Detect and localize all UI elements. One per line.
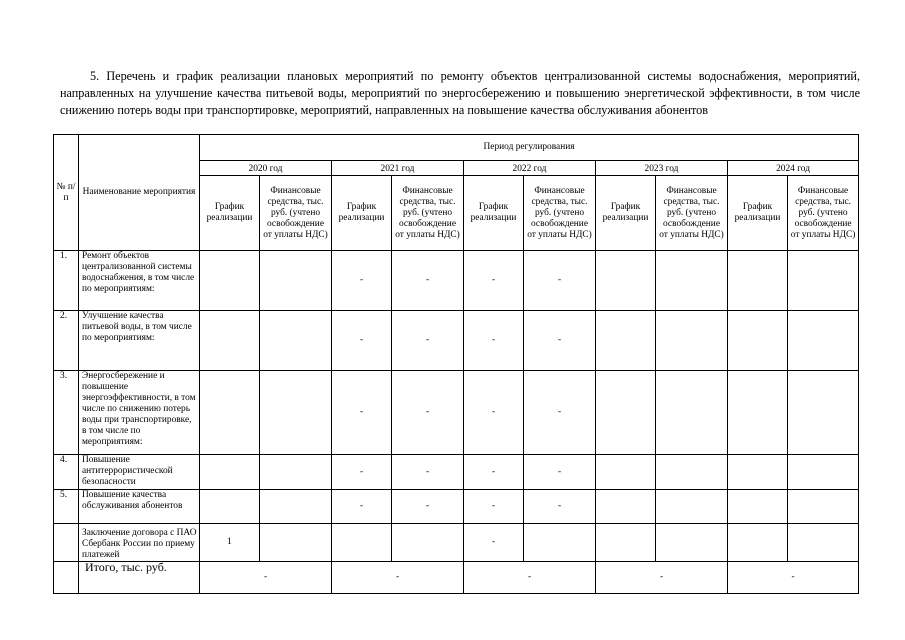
document-heading xyxy=(60,68,860,119)
table-row xyxy=(54,311,859,371)
table-cell xyxy=(260,311,332,371)
table-cell xyxy=(728,311,788,371)
table-cell xyxy=(788,311,859,371)
table-cell xyxy=(656,524,728,562)
total-num-cell xyxy=(54,562,79,594)
table-cell xyxy=(260,371,332,455)
header-schedule: График реализации xyxy=(464,176,524,251)
header-schedule: График реализации xyxy=(200,176,260,251)
table-cell: - xyxy=(332,371,392,455)
table-cell xyxy=(596,311,656,371)
header-schedule: График реализации xyxy=(332,176,392,251)
header-row-period xyxy=(54,135,859,161)
row-number: 1. xyxy=(54,251,79,311)
activities-table xyxy=(53,134,859,594)
table-cell: - xyxy=(524,371,596,455)
table-cell xyxy=(200,311,260,371)
table-cell xyxy=(200,490,260,524)
table-cell xyxy=(260,455,332,490)
table-cell xyxy=(728,371,788,455)
table-row xyxy=(54,251,859,311)
table-cell xyxy=(788,524,859,562)
table-cell xyxy=(596,524,656,562)
table-cell: - xyxy=(332,311,392,371)
table-cell xyxy=(596,371,656,455)
row-title: Повышение антитеррористической безопасности xyxy=(79,455,200,490)
total-2023: - xyxy=(596,562,728,594)
table-row xyxy=(54,490,859,524)
table-cell xyxy=(656,251,728,311)
table-cell xyxy=(596,490,656,524)
total-2020: - xyxy=(200,562,332,594)
header-year-2023: 2023 год xyxy=(596,161,728,176)
table-cell: - xyxy=(464,524,524,562)
row-number: 4. xyxy=(54,455,79,490)
total-row xyxy=(54,562,859,594)
header-period: Период регулирования xyxy=(200,135,859,161)
total-2021: - xyxy=(332,562,464,594)
table-cell: - xyxy=(524,251,596,311)
table-cell xyxy=(788,371,859,455)
total-label: Итого, тыс. руб. xyxy=(79,562,200,594)
table-cell xyxy=(596,455,656,490)
header-finance: Финансовые средства, тыс. руб. (учтено освобождение от уплаты НДС) xyxy=(788,176,859,251)
row-title: Энергосбережение и повышение энергоэффективности, в том числе по снижению потерь воды при транспортировке, в том числе по мероприятиям: xyxy=(79,371,200,455)
table-cell xyxy=(788,490,859,524)
table-cell xyxy=(524,524,596,562)
table-cell: - xyxy=(392,455,464,490)
table-cell xyxy=(656,490,728,524)
row-number xyxy=(54,524,79,562)
row-number: 5. xyxy=(54,490,79,524)
table-cell: - xyxy=(524,311,596,371)
table-row xyxy=(54,524,859,562)
header-year-2021: 2021 год xyxy=(332,161,464,176)
row-title: Повышение качества обслуживания абонентов xyxy=(79,490,200,524)
table-cell xyxy=(200,455,260,490)
table-cell xyxy=(392,524,464,562)
table-cell: - xyxy=(524,490,596,524)
table-cell: - xyxy=(464,490,524,524)
table-cell xyxy=(728,490,788,524)
table-cell: - xyxy=(464,371,524,455)
row-number: 3. xyxy=(54,371,79,455)
table-cell xyxy=(728,524,788,562)
row-number: 2. xyxy=(54,311,79,371)
table-cell: - xyxy=(392,490,464,524)
table-cell xyxy=(656,455,728,490)
table-cell xyxy=(656,311,728,371)
heading-text: 5. Перечень и график реализации плановых мероприятий по ремонту объектов централизованной системы водоснабжения, мероприятий, направленных на улучшение качества питьевой воды, мероприятий по энергосбережению и повышению энергетической эффективности, в том числе снижению потерь воды при транспортировке, мероприятий, направленных на повышение качества обслуживания абонентов xyxy=(60,69,860,117)
header-finance: Финансовые средства, тыс. руб. (учтено освобождение от уплаты НДС) xyxy=(392,176,464,251)
table-cell: - xyxy=(524,455,596,490)
table-cell xyxy=(596,251,656,311)
table-cell: - xyxy=(332,251,392,311)
header-name: Наименование мероприятия xyxy=(79,135,200,251)
total-2022: - xyxy=(464,562,596,594)
header-schedule: График реализации xyxy=(596,176,656,251)
table-cell: - xyxy=(332,490,392,524)
table-row xyxy=(54,371,859,455)
header-finance: Финансовые средства, тыс. руб. (учтено освобождение от уплаты НДС) xyxy=(656,176,728,251)
table-cell: - xyxy=(464,251,524,311)
table-cell xyxy=(728,455,788,490)
table-cell: 1 xyxy=(200,524,260,562)
table-row xyxy=(54,455,859,490)
table-cell xyxy=(260,524,332,562)
row-title: Улучшение качества питьевой воды, в том числе по мероприятиям: xyxy=(79,311,200,371)
table-cell xyxy=(260,251,332,311)
table-cell: - xyxy=(464,311,524,371)
table-cell: - xyxy=(392,311,464,371)
table-cell xyxy=(200,251,260,311)
table-cell: - xyxy=(464,455,524,490)
table-cell: - xyxy=(392,371,464,455)
header-year-2022: 2022 год xyxy=(464,161,596,176)
header-finance: Финансовые средства, тыс. руб. (учтено освобождение от уплаты НДС) xyxy=(524,176,596,251)
table-cell xyxy=(788,251,859,311)
header-finance: Финансовые средства, тыс. руб. (учтено освобождение от уплаты НДС) xyxy=(260,176,332,251)
header-schedule: График реализации xyxy=(728,176,788,251)
table-cell xyxy=(788,455,859,490)
row-title: Заключение договора с ПАО Сбербанк России по приему платежей xyxy=(79,524,200,562)
total-2024: - xyxy=(728,562,859,594)
table-cell xyxy=(656,371,728,455)
table-cell xyxy=(332,524,392,562)
table-cell xyxy=(260,490,332,524)
row-title: Ремонт объектов централизованной системы водоснабжения, в том числе по мероприятиям: xyxy=(79,251,200,311)
header-year-2024: 2024 год xyxy=(728,161,859,176)
table-cell: - xyxy=(392,251,464,311)
table-cell: - xyxy=(332,455,392,490)
table-cell xyxy=(200,371,260,455)
header-year-2020: 2020 год xyxy=(200,161,332,176)
table-cell xyxy=(728,251,788,311)
header-num: № п/п xyxy=(54,135,79,251)
